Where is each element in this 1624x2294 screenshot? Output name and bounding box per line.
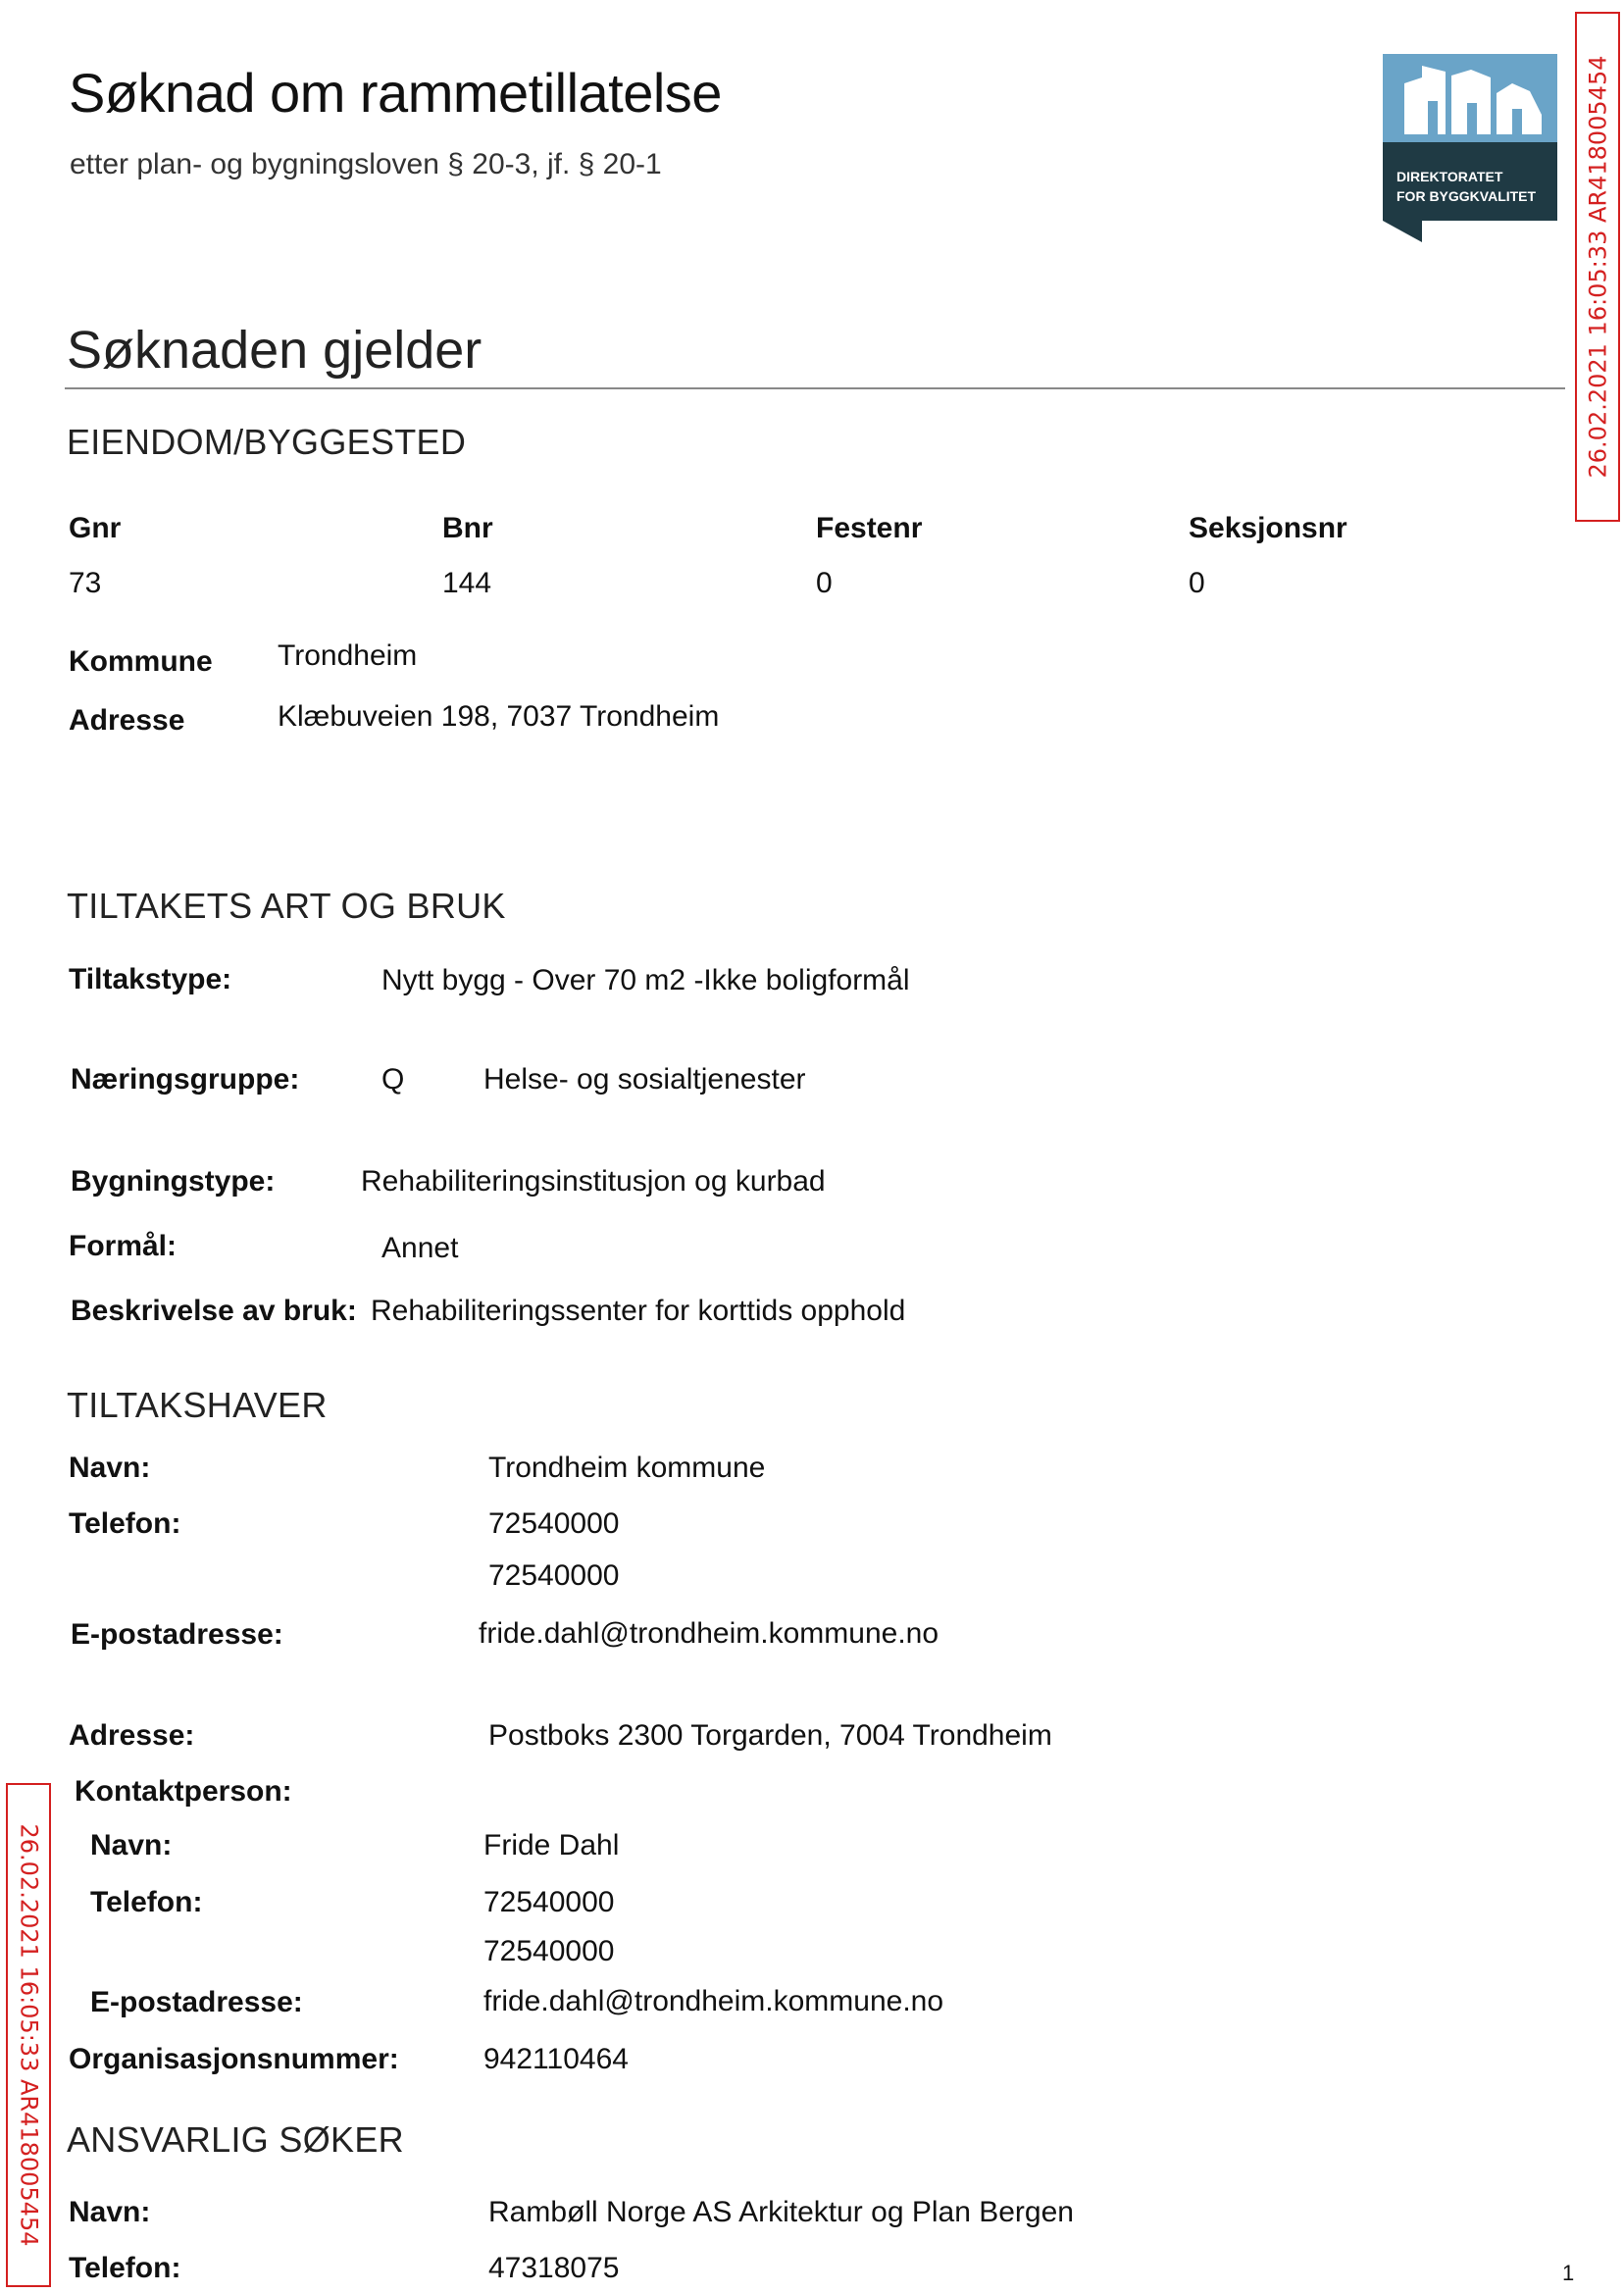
gnr-label: Gnr — [69, 512, 122, 544]
dibk-logo — [1383, 54, 1557, 242]
section-title: Søknaden gjelder — [67, 321, 482, 380]
tiltakshaver-navn-label: Navn: — [69, 1452, 151, 1484]
naeringsgruppe-label: Næringsgruppe: — [71, 1063, 300, 1096]
tiltakshaver-telefon-value-2: 72540000 — [488, 1559, 620, 1592]
kontakt-telefon-label: Telefon: — [90, 1886, 203, 1918]
kontakt-navn-value: Fride Dahl — [483, 1829, 620, 1861]
adresse-label: Adresse — [69, 704, 185, 737]
bnr-value: 144 — [442, 567, 492, 599]
tiltakstype-label: Tiltakstype: — [69, 963, 232, 995]
tiltakshaver-adresse-label: Adresse: — [69, 1719, 195, 1752]
ansvarlig-heading: ANSVARLIG SØKER — [67, 2119, 404, 2160]
tiltakstype-value: Nytt bygg - Over 70 m2 -Ikke boligformål — [381, 964, 910, 996]
ansvarlig-navn-label: Navn: — [69, 2196, 151, 2228]
kommune-label: Kommune — [69, 645, 213, 678]
bygningstype-value: Rehabiliteringsinstitusjon og kurbad — [361, 1165, 826, 1198]
document-subtitle: etter plan- og bygningsloven § 20-3, jf. § 20-1 — [70, 148, 662, 180]
formaal-label: Formål: — [69, 1230, 178, 1262]
eiendom-heading: EIENDOM/BYGGESTED — [67, 422, 467, 462]
adresse-value: Klæbuveien 198, 7037 Trondheim — [278, 700, 720, 733]
page-number: 1 — [1562, 2261, 1575, 2285]
beskrivelse-label: Beskrivelse av bruk: — [71, 1295, 357, 1327]
kontakt-epost-label: E-postadresse: — [90, 1986, 303, 2018]
orgnr-label: Organisasjonsnummer: — [69, 2043, 399, 2075]
orgnr-value: 942110464 — [483, 2043, 629, 2075]
kontaktperson-label: Kontaktperson: — [75, 1775, 292, 1808]
svg-text:DIREKTORATET: DIREKTORATET — [1396, 169, 1503, 184]
tiltakshaver-heading: TILTAKSHAVER — [67, 1385, 328, 1425]
tiltakshaver-epost-value: fride.dahl@trondheim.kommune.no — [479, 1617, 939, 1650]
bygningstype-label: Bygningstype: — [71, 1165, 276, 1198]
kontakt-navn-label: Navn: — [90, 1829, 173, 1861]
kommune-value: Trondheim — [278, 639, 418, 672]
tiltakshaver-adresse-value: Postboks 2300 Torgarden, 7004 Trondheim — [488, 1719, 1052, 1752]
kontakt-telefon-value-2: 72540000 — [483, 1935, 615, 1967]
festenr-label: Festenr — [816, 512, 923, 544]
tiltakshaver-navn-value: Trondheim kommune — [488, 1452, 766, 1484]
formaal-value: Annet — [381, 1232, 459, 1264]
kontakt-telefon-value-1: 72540000 — [483, 1886, 615, 1918]
archive-stamp-bottom: 26.02.2021 16:05:33 AR418005454 — [6, 1783, 51, 2287]
naeringsgruppe-value: Helse- og sosialtjenester — [483, 1063, 806, 1096]
ansvarlig-telefon-label: Telefon: — [69, 2252, 181, 2284]
naeringsgruppe-code: Q — [381, 1063, 405, 1096]
ansvarlig-telefon-value: 47318075 — [488, 2252, 620, 2284]
archive-stamp-top: 26.02.2021 16:05:33 AR418005454 — [1575, 12, 1620, 522]
seksjonsnr-label: Seksjonsnr — [1189, 512, 1347, 544]
festenr-value: 0 — [816, 567, 833, 599]
dibk-logo-icon — [1383, 54, 1557, 242]
svg-text:FOR BYGGKVALITET: FOR BYGGKVALITET — [1396, 188, 1537, 204]
bnr-label: Bnr — [442, 512, 493, 544]
kontakt-epost-value: fride.dahl@trondheim.kommune.no — [483, 1985, 944, 2017]
seksjonsnr-value: 0 — [1189, 567, 1205, 599]
gnr-value: 73 — [69, 567, 102, 599]
section-divider — [65, 387, 1565, 389]
tiltakshaver-telefon-value-1: 72540000 — [488, 1507, 620, 1540]
document-title: Søknad om rammetillatelse — [69, 62, 722, 124]
tiltakshaver-telefon-label: Telefon: — [69, 1507, 181, 1540]
ansvarlig-navn-value: Rambøll Norge AS Arkitektur og Plan Bergen — [488, 2196, 1074, 2228]
tiltak-heading: TILTAKETS ART OG BRUK — [67, 886, 506, 926]
beskrivelse-value: Rehabiliteringssenter for korttids opphold — [371, 1295, 906, 1327]
tiltakshaver-epost-label: E-postadresse: — [71, 1618, 283, 1651]
